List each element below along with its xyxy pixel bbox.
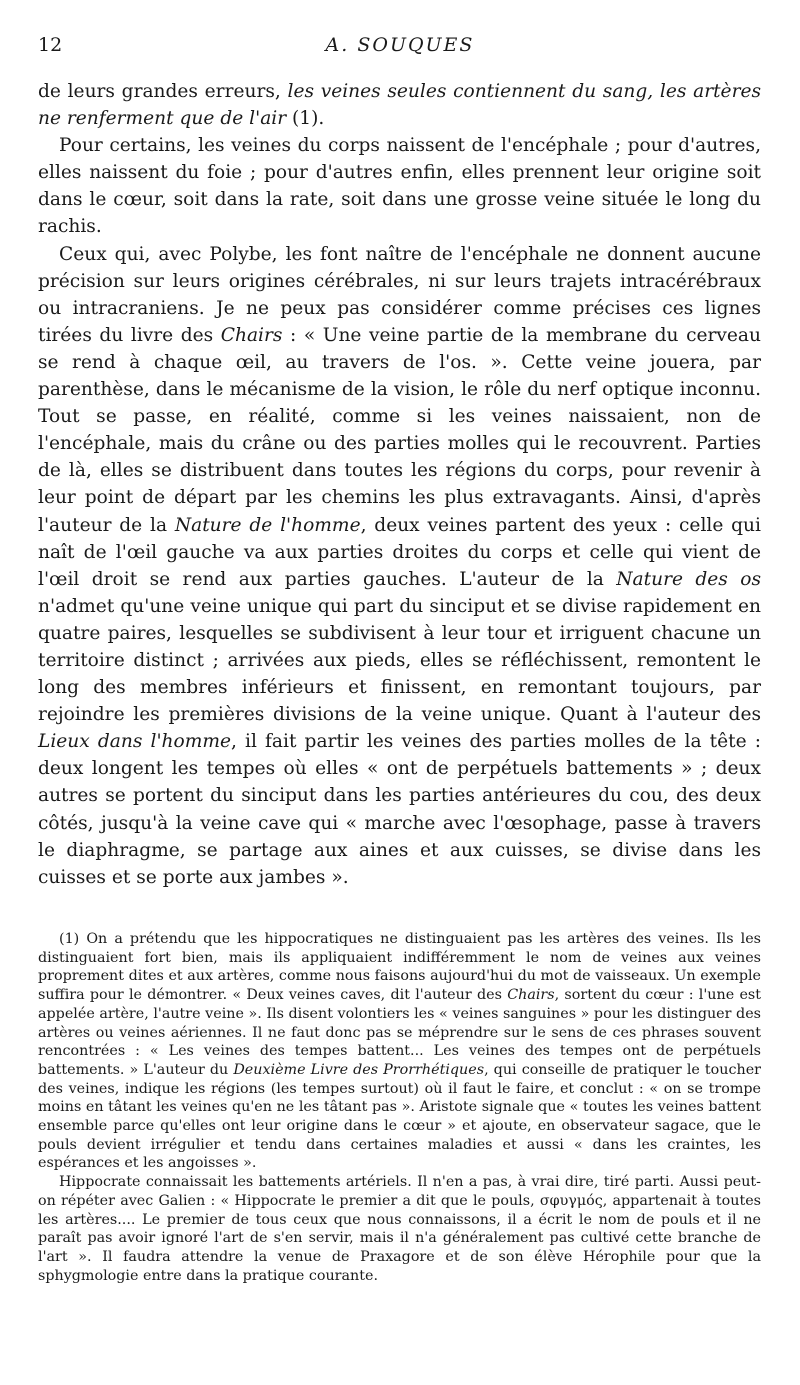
- page-header: [38, 34, 762, 64]
- footnote-paragraph-1: [38, 930, 761, 1173]
- italic-run: les veines seules contiennent du sang, les artères ne renferment que de l'air: [38, 81, 761, 130]
- running-title: A. SOUQUES: [325, 34, 475, 56]
- footnote: [38, 930, 761, 1285]
- footnote-paragraph-2: Hippocrate connaissait les battements artériels. Il n'en a pas, à vrai dire, tiré parti. Aussi peut-on répéter avec Galien : « Hippocrate le premier a dit que le pouls, σφυγμός, appartenait à toutes les artères.... Le premier de tous ceux que nous connaissons, il a écrit le nom de pouls et il ne paraît pas avoir ignoré l'art de s'en servir, mais il n'a généralement pas cultivé cette branche de l'art ». Il faudra attendre la venue de Praxagore et de son élève Hérophile pour que la sphygmologie entre dans la pratique courante.: [38, 1174, 761, 1284]
- body-text: [38, 78, 761, 891]
- text-run: , qui conseille de pratiquer le toucher des veines, indique les régions (les tempes surtout) où il faut le faire, et conclut : « on se trompe moins en tâtant les veines qu'en ne les tâtant pas ». Aristote signale que « toutes les veines battent ensemble parce qu'elles ont leur origine dans le cœur » et ajoute, en observateur sagace, que le pouls devient irrégulier et tendu dans certaines maladies et aussi « dans les craintes, les espérances et les angoisses ».: [38, 1061, 761, 1172]
- italic-run: Deuxième Livre des Prorrhétiques: [233, 1061, 485, 1078]
- text-run: Ceux qui, avec Polybe, les font naître de l'encéphale ne donnent aucune précision sur leurs origines cérébrales, ni sur leurs trajets intracérébraux ou intracraniens. Je ne peux pas considérer comme précises ces lignes tirées du livre des: [38, 243, 761, 346]
- paragraph-3: [38, 241, 761, 891]
- text-run: (1) On a prétendu que les hippocratiques ne distinguaient pas les artères des veines. Ils les distinguaient fort bien, mais ils appliquaient indifféremment le nom de veines aux veines proprement dites et aux artères, comme nous faisons aujourd'hui du mot de vaisseaux. Un exemple suffira pour le démontrer. « Deux veines caves, dit l'auteur des: [38, 931, 761, 1004]
- text-run: : « Une veine partie de la membrane du cerveau se rend à chaque œil, au travers de l'os. ». Cette veine jouera, par parenthèse, dans le mécanisme de la vision, le rôle du nerf optique inconnu. Tout se passe, en réalité, comme si les veines naissaient, non de l'encéphale, mais du crâne ou des parties molles qui le recouvrent. Parties de là, elles se distribuent dans toutes les régions du corps, pour revenir à leur point de départ par les chemins les plus extravagants. Ainsi, d'après l'auteur de la: [38, 324, 761, 536]
- italic-run: Chairs: [220, 324, 283, 346]
- text-run: , deux veines partent des yeux : celle qui naît de l'œil gauche va aux parties droites du corps et celle qui vient de l'œil droit se rend aux parties gauches. L'auteur de la: [38, 514, 761, 590]
- italic-run: Nature de l'homme: [174, 514, 361, 536]
- paragraph-1: [38, 78, 761, 132]
- text-run: , il fait partir les veines des parties molles de la tête : deux longent les tempes où elles « ont de perpétuels battements » ; deux autres se portent du sinciput dans les parties antérieures du cou, des deux côtés, jusqu'à la veine cave qui « marche avec l'œsophage, passe à travers le diaphragme, se partage aux aines et aux cuisses, se divise dans les cuisses et se porte aux jambes ».: [38, 731, 761, 888]
- italic-run: Lieux dans l'homme: [38, 731, 231, 753]
- italic-run: Nature des os: [616, 568, 762, 590]
- page-number: 12: [38, 34, 63, 56]
- text-run: n'admet qu'une veine unique qui part du sinciput et se divise rapidement en quatre paires, lesquelles se subdivisent à leur tour et irriguent chacune un territoire distinct ; arrivées aux pieds, elles se réfléchissent, remontent le long des membres inférieurs et finissent, en remontant toujours, par rejoindre les premières divisions de la veine unique. Quant à l'auteur des: [38, 595, 761, 726]
- paragraph-2: Pour certains, les veines du corps naissent de l'encéphale ; pour d'autres, elles naissent du foie ; pour d'autres enfin, elles prennent leur origine soit dans le cœur, soit dans la rate, soit dans une grosse veine située le long du rachis.: [38, 135, 761, 238]
- italic-run: Chairs: [507, 987, 555, 1004]
- text-run: (1).: [286, 108, 325, 130]
- text-run: , sortent du cœur : l'une est appelée artère, l'autre veine ». Ils disent volontiers les « veines sanguines » pour les distinguer des artères ou veines aériennes. Il ne faut donc pas se méprendre sur le sens de ces phrases souvent rencontrées : « Les veines des tempes battent... Les veines des tempes ont de perpétuels battements. » L'auteur du: [38, 987, 761, 1078]
- text-run: de leurs grandes erreurs,: [38, 81, 288, 102]
